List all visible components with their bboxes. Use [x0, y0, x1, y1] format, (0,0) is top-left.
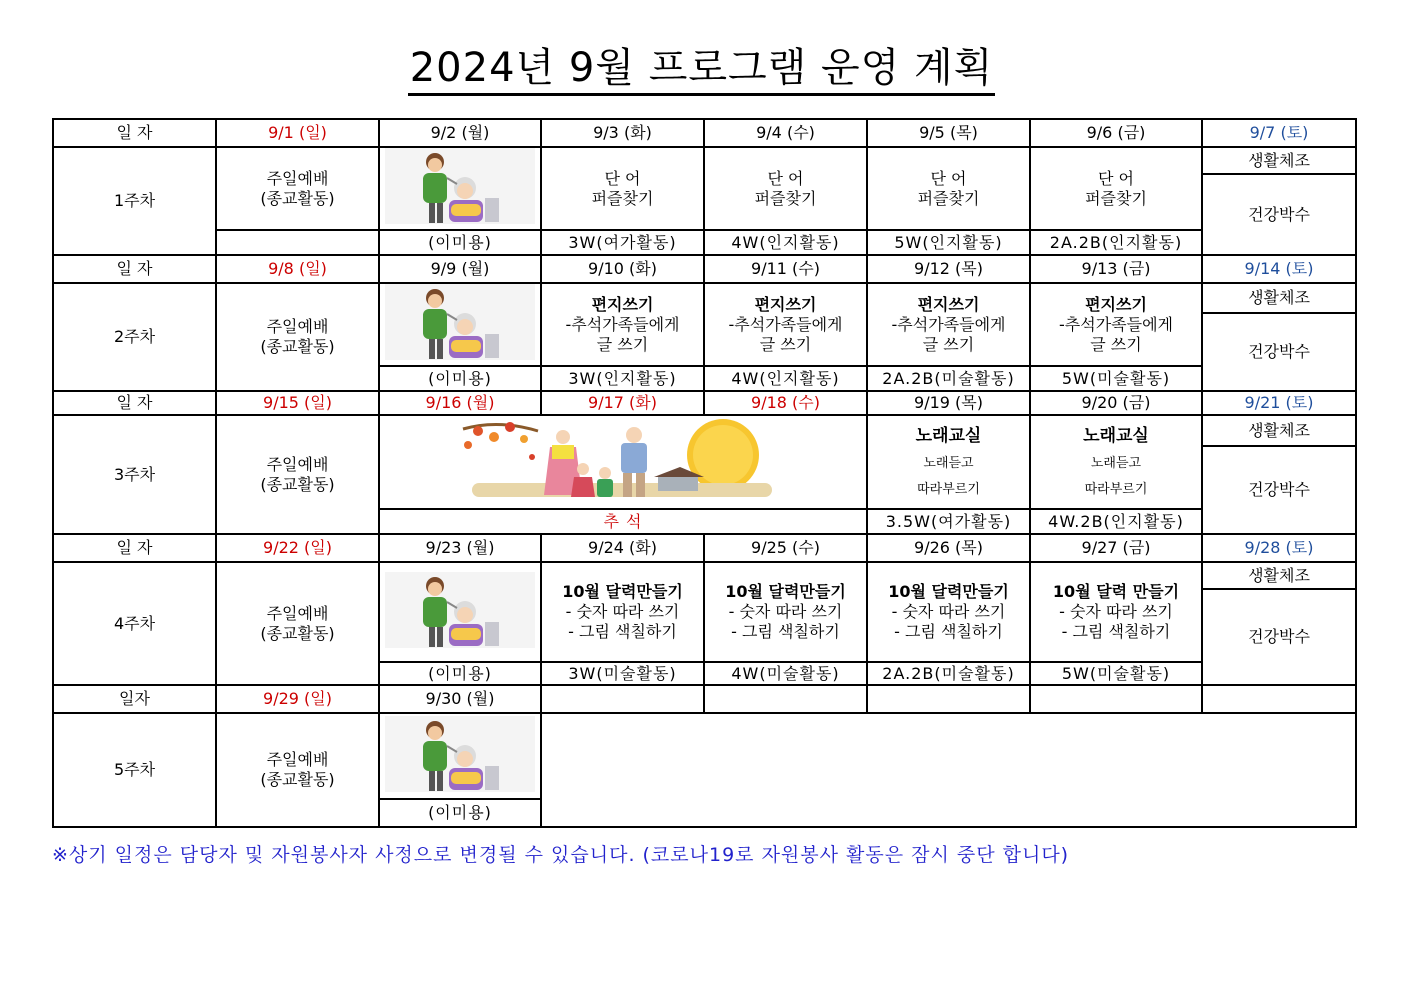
haircut-image	[379, 283, 541, 366]
sunday-program: 주일예배 (종교활동)	[216, 147, 379, 230]
group-cell: 4W(인지활동)	[704, 366, 867, 391]
date-cell: 9/1 (일)	[216, 119, 379, 147]
program-cell: 단 어 퍼즐찾기	[1030, 147, 1202, 230]
program-cell: 노래교실 노래듣고 따라부르기	[867, 415, 1030, 509]
sunday-program: 주일예배 (종교활동)	[216, 415, 379, 534]
day-label: 일 자	[53, 255, 216, 283]
date-cell: 9/4 (수)	[704, 119, 867, 147]
haircut-caption: (이미용)	[379, 366, 541, 391]
day-label: 일 자	[53, 119, 216, 147]
week-label: 3주차	[53, 415, 216, 534]
program-cell: 편지쓰기 -추석가족들에게 글 쓰기	[1030, 283, 1202, 366]
empty-cell	[1030, 685, 1202, 713]
group-cell: 4W(인지활동)	[704, 230, 867, 255]
group-cell: 2A.2B(인지활동)	[1030, 230, 1202, 255]
day-label: 일 자	[53, 534, 216, 562]
haircut-image	[379, 562, 541, 662]
haircut-caption: (이미용)	[379, 662, 541, 685]
group-cell: 5W(미술활동)	[1030, 662, 1202, 685]
empty-area	[541, 713, 1356, 827]
date-cell: 9/7 (토)	[1202, 119, 1356, 147]
group-cell: 4W.2B(인지활동)	[1030, 509, 1202, 534]
haircut-caption: (이미용)	[379, 230, 541, 255]
date-cell: 9/30 (월)	[379, 685, 541, 713]
date-cell: 9/27 (금)	[1030, 534, 1202, 562]
holiday-caption: 추 석	[379, 509, 867, 534]
haircut-illustration	[385, 716, 535, 792]
saturday-bottom: 건강박수	[1202, 446, 1356, 534]
group-cell: 3.5W(여가활동)	[867, 509, 1030, 534]
haircut-illustration	[385, 572, 535, 648]
group-cell: 4W(미술활동)	[704, 662, 867, 685]
empty-cell	[541, 685, 704, 713]
date-cell: 9/6 (금)	[1030, 119, 1202, 147]
program-cell: 단 어 퍼즐찾기	[704, 147, 867, 230]
date-cell: 9/10 (화)	[541, 255, 704, 283]
date-cell: 9/8 (일)	[216, 255, 379, 283]
group-cell: 3W(미술활동)	[541, 662, 704, 685]
day-label: 일자	[53, 685, 216, 713]
program-cell: 단 어 퍼즐찾기	[867, 147, 1030, 230]
chuseok-illustration	[458, 417, 788, 503]
group-cell: 3W(인지활동)	[541, 366, 704, 391]
date-cell: 9/24 (화)	[541, 534, 704, 562]
empty-cell	[867, 685, 1030, 713]
haircut-image	[379, 147, 541, 230]
program-cell: 10월 달력만들기 - 숫자 따라 쓰기 - 그림 색칠하기	[867, 562, 1030, 662]
date-cell: 9/5 (목)	[867, 119, 1030, 147]
date-cell: 9/15 (일)	[216, 391, 379, 415]
saturday-top: 생활체조	[1202, 562, 1356, 589]
week2-date-row	[53, 255, 1356, 283]
week5-date-row	[53, 685, 1356, 713]
date-cell: 9/3 (화)	[541, 119, 704, 147]
week3-date-row	[53, 391, 1356, 415]
date-cell: 9/12 (목)	[867, 255, 1030, 283]
date-cell: 9/14 (토)	[1202, 255, 1356, 283]
saturday-top: 생활체조	[1202, 415, 1356, 446]
week-label: 2주차	[53, 283, 216, 391]
page-title: 2024년 9월 프로그램 운영 계획	[0, 42, 1403, 94]
date-cell: 9/11 (수)	[704, 255, 867, 283]
date-cell: 9/18 (수)	[704, 391, 867, 415]
saturday-bottom: 건강박수	[1202, 174, 1356, 255]
group-cell: 5W(인지활동)	[867, 230, 1030, 255]
program-cell: 10월 달력만들기 - 숫자 따라 쓰기 - 그림 색칠하기	[704, 562, 867, 662]
week-label: 1주차	[53, 147, 216, 255]
saturday-bottom: 건강박수	[1202, 313, 1356, 391]
program-cell: 편지쓰기 -추석가족들에게 글 쓰기	[867, 283, 1030, 366]
week-label: 5주차	[53, 713, 216, 827]
program-cell: 편지쓰기 -추석가족들에게 글 쓰기	[541, 283, 704, 366]
group-cell: 2A.2B(미술활동)	[867, 662, 1030, 685]
saturday-top: 생활체조	[1202, 147, 1356, 174]
date-cell: 9/22 (일)	[216, 534, 379, 562]
date-cell: 9/26 (목)	[867, 534, 1030, 562]
sunday-program: 주일예배 (종교활동)	[216, 562, 379, 685]
date-cell: 9/28 (토)	[1202, 534, 1356, 562]
group-cell: 2A.2B(미술활동)	[867, 366, 1030, 391]
haircut-image	[379, 713, 541, 799]
date-cell: 9/21 (토)	[1202, 391, 1356, 415]
date-cell: 9/20 (금)	[1030, 391, 1202, 415]
week-label: 4주차	[53, 562, 216, 685]
empty-cell	[704, 685, 867, 713]
group-cell: 3W(여가활동)	[541, 230, 704, 255]
date-cell: 9/29 (일)	[216, 685, 379, 713]
date-cell: 9/25 (수)	[704, 534, 867, 562]
date-cell: 9/23 (월)	[379, 534, 541, 562]
date-cell: 9/17 (화)	[541, 391, 704, 415]
chuseok-image	[379, 415, 867, 509]
haircut-illustration	[385, 148, 535, 224]
saturday-bottom: 건강박수	[1202, 589, 1356, 685]
program-cell: 단 어 퍼즐찾기	[541, 147, 704, 230]
week4-date-row	[53, 534, 1356, 562]
sunday-program: 주일예배 (종교활동)	[216, 283, 379, 391]
program-cell: 노래교실 노래듣고 따라부르기	[1030, 415, 1202, 509]
saturday-top: 생활체조	[1202, 283, 1356, 313]
empty-cell	[1202, 685, 1356, 713]
group-cell: 5W(미술활동)	[1030, 366, 1202, 391]
date-cell: 9/19 (목)	[867, 391, 1030, 415]
program-cell: 10월 달력만들기 - 숫자 따라 쓰기 - 그림 색칠하기	[541, 562, 704, 662]
week1-date-row	[53, 119, 1356, 147]
program-cell: 편지쓰기 -추석가족들에게 글 쓰기	[704, 283, 867, 366]
date-cell: 9/16 (월)	[379, 391, 541, 415]
date-cell: 9/9 (월)	[379, 255, 541, 283]
empty-cell	[216, 230, 379, 255]
program-schedule-table	[52, 118, 1357, 828]
sunday-program: 주일예배 (종교활동)	[216, 713, 379, 827]
haircut-illustration	[385, 284, 535, 360]
date-cell: 9/2 (월)	[379, 119, 541, 147]
haircut-caption: (이미용)	[379, 799, 541, 827]
program-cell: 10월 달력 만들기 - 숫자 따라 쓰기 - 그림 색칠하기	[1030, 562, 1202, 662]
footnote: ※상기 일정은 담당자 및 자원봉사자 사정으로 변경될 수 있습니다. (코로나19로 자원봉사 활동은 잠시 중단 합니다)	[52, 844, 1070, 866]
date-cell: 9/13 (금)	[1030, 255, 1202, 283]
day-label: 일 자	[53, 391, 216, 415]
